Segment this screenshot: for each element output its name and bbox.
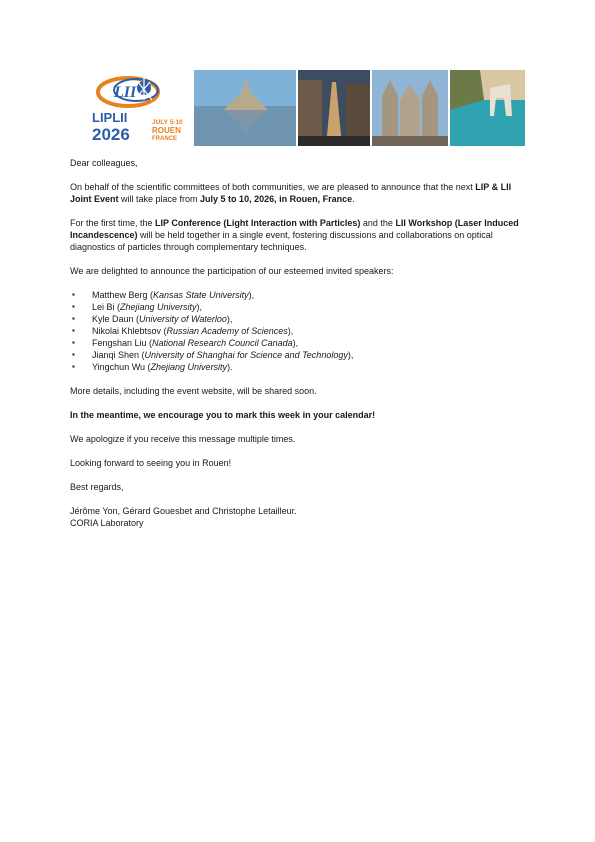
speaker-punctuation: ), bbox=[347, 350, 354, 360]
signatories: Jérôme Yon, Gérard Gouesbet and Christophe Letailleur. bbox=[70, 506, 297, 516]
more-details-paragraph: More details, including the event website, will be shared soon. bbox=[70, 386, 317, 396]
speaker-affiliation: National Research Council Canada bbox=[152, 338, 293, 348]
looking-forward-paragraph: Looking forward to seeing you in Rouen! bbox=[70, 458, 232, 468]
speaker-affiliation: University of Shanghai for Science and Technology bbox=[144, 350, 348, 360]
speaker-item bbox=[70, 289, 530, 301]
etretat-cliffs-photo bbox=[450, 70, 525, 146]
speaker-punctuation: ), bbox=[287, 326, 294, 336]
mont-saint-michel-photo bbox=[194, 70, 296, 146]
p1-text-a: On behalf of the scientific committees of both communities, we are pleased to announce that the next bbox=[70, 182, 476, 192]
p2-text-a: For the first time, the bbox=[70, 218, 156, 228]
speaker-name: Lei Bi ( bbox=[92, 302, 121, 312]
speakers-intro: We are delighted to announce the participation of our esteemed invited speakers: bbox=[70, 266, 394, 276]
speaker-affiliation: University of Waterloo bbox=[139, 314, 227, 324]
logo-dates: JULY 5-10 bbox=[152, 119, 183, 126]
p1-text-e: . bbox=[352, 194, 355, 204]
announcement-paragraph bbox=[70, 181, 530, 205]
speaker-name: Yingchun Wu ( bbox=[92, 362, 151, 372]
speaker-item bbox=[70, 349, 530, 361]
apology-paragraph: We apologize if you receive this message multiple times. bbox=[70, 434, 296, 444]
calendar-note: In the meantime, we encourage you to mark this week in your calendar! bbox=[70, 410, 376, 420]
logo-city: ROUEN bbox=[152, 126, 181, 135]
logo-year: 2026 bbox=[92, 125, 130, 144]
event-date-place: July 5 to 10, 2026, in Rouen, France bbox=[200, 194, 353, 204]
speaker-punctuation: ), bbox=[292, 338, 299, 348]
letter-body bbox=[70, 157, 530, 529]
speaker-affiliation: Kansas State University bbox=[153, 290, 249, 300]
speaker-item bbox=[70, 313, 530, 325]
speaker-affiliation: Zhejiang University bbox=[120, 302, 197, 312]
logo-title: LIPLII bbox=[92, 110, 128, 125]
svg-text:LII: LII bbox=[114, 84, 137, 101]
speaker-punctuation: ), bbox=[196, 302, 203, 312]
lip-conference-name: LIP Conference (Light Interaction with Particles) bbox=[155, 218, 361, 228]
speaker-name: Kyle Daun ( bbox=[92, 314, 140, 324]
liplii-logo bbox=[84, 70, 190, 146]
p2-text-c: and the bbox=[360, 218, 396, 228]
logo-graphic bbox=[84, 70, 190, 146]
speaker-name: Matthew Berg ( bbox=[92, 290, 154, 300]
speaker-affiliation: Russian Academy of Sciences bbox=[166, 326, 288, 336]
speaker-punctuation: ), bbox=[248, 290, 255, 300]
speaker-name: Fengshan Liu ( bbox=[92, 338, 153, 348]
greeting: Dear colleagues, bbox=[70, 158, 138, 168]
rouen-street-photo bbox=[298, 70, 370, 146]
speaker-punctuation: ). bbox=[227, 362, 233, 372]
calendar-paragraph bbox=[70, 409, 530, 421]
p1-text-c: will take place from bbox=[118, 194, 201, 204]
header-banner bbox=[84, 70, 525, 146]
speaker-punctuation: ), bbox=[226, 314, 233, 324]
speaker-affiliation: Zhejiang University bbox=[150, 362, 228, 372]
rouen-cathedral-photo bbox=[372, 70, 448, 146]
joint-event-paragraph bbox=[70, 217, 530, 253]
speaker-item bbox=[70, 361, 530, 373]
speaker-item bbox=[70, 325, 530, 337]
speakers-list bbox=[70, 289, 530, 373]
event-name: LIP & LII Joint Event bbox=[70, 182, 512, 204]
closing: Best regards, bbox=[70, 482, 124, 492]
lii-workshop-name: LII Workshop (Laser Induced Incandescence) bbox=[70, 218, 519, 240]
speaker-name: Nikolai Khlebtsov ( bbox=[92, 326, 167, 336]
speaker-name: Jianqi Shen ( bbox=[92, 350, 145, 360]
lab-name: CORIA Laboratory bbox=[70, 518, 144, 528]
speaker-item bbox=[70, 301, 530, 313]
p2-text-e: will be held together in a single event, fostering discussions and collaborations on optical diagnostics of particles through complementary techniques. bbox=[70, 230, 493, 252]
speaker-item bbox=[70, 337, 530, 349]
logo-country: FRANCE bbox=[152, 136, 177, 142]
